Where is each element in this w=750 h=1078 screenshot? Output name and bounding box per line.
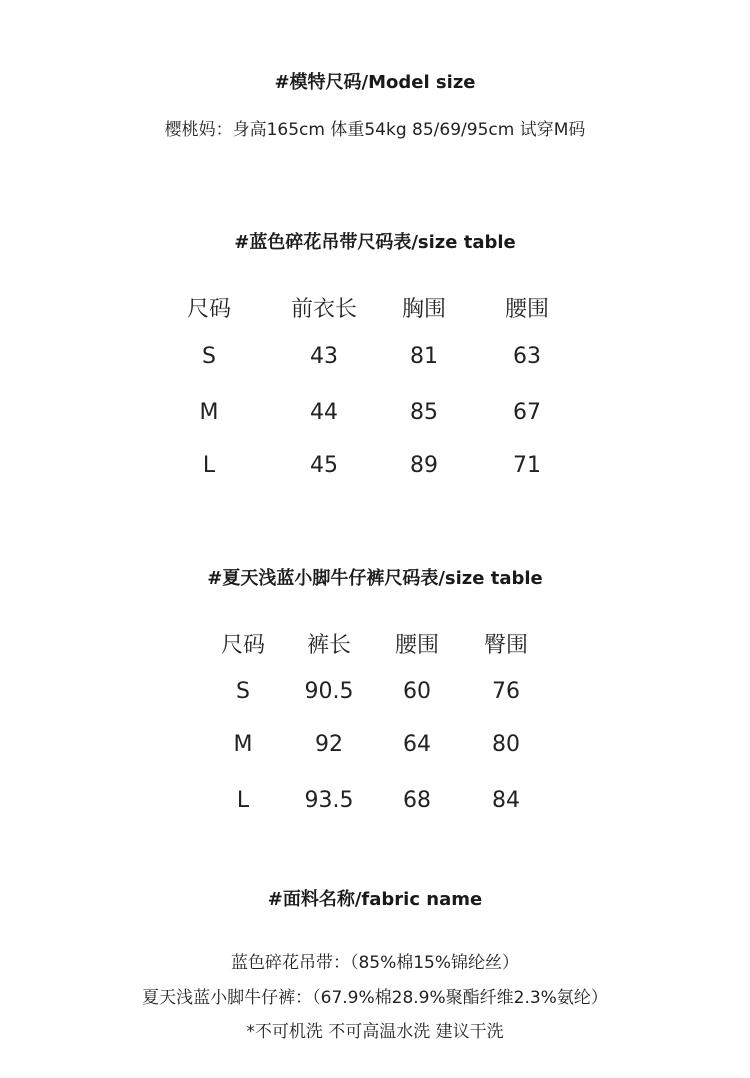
table1-cell: S — [202, 344, 216, 369]
table1-cell: 67 — [513, 400, 541, 425]
table1-cell: 89 — [410, 453, 438, 478]
table1-heading: #蓝色碎花吊带尺码表/size table — [234, 232, 516, 253]
table2-cell: 93.5 — [304, 788, 354, 813]
table2-cell: 76 — [492, 679, 520, 704]
table1-header-waist: 腰围 — [504, 297, 550, 322]
table2-header-length: 裤长 — [306, 633, 352, 658]
model-size-heading: #模特尺码/Model size — [274, 72, 476, 93]
table1-cell: L — [202, 453, 216, 478]
table1-cell: 85 — [410, 400, 438, 425]
table2-header-size: 尺码 — [220, 633, 266, 658]
table2-cell: S — [236, 679, 250, 704]
table2-header-waist: 腰围 — [394, 633, 440, 658]
table2-cell: L — [236, 788, 250, 813]
table1-cell: 43 — [310, 344, 338, 369]
table1-header-size: 尺码 — [186, 297, 232, 322]
table2-heading: #夏天浅蓝小脚牛仔裤尺码表/size table — [207, 568, 543, 589]
table1-cell: 81 — [410, 344, 438, 369]
table2-cell: 92 — [315, 732, 343, 757]
table2-cell: M — [233, 732, 253, 757]
table2-cell: 90.5 — [304, 679, 354, 704]
table2-cell: 60 — [403, 679, 431, 704]
table2-cell: 80 — [492, 732, 520, 757]
model-size-info: 樱桃妈：身高165cm 体重54kg 85/69/95cm 试穿M码 — [164, 120, 586, 140]
fabric-heading: #面料名称/fabric name — [267, 889, 483, 910]
table2-cell: 84 — [492, 788, 520, 813]
fabric-line-top: 蓝色碎花吊带：（85%棉15%锦纶丝） — [230, 953, 520, 973]
table1-cell: M — [199, 400, 219, 425]
table1-header-bust: 胸围 — [401, 297, 447, 322]
table1-header-length: 前衣长 — [290, 297, 358, 322]
fabric-line-jeans: 夏天浅蓝小脚牛仔裤：（67.9%棉28.9%聚酯纤维2.3%氨纶） — [142, 988, 608, 1008]
table1-cell: 63 — [513, 344, 541, 369]
table1-cell: 45 — [310, 453, 338, 478]
table1-cell: 71 — [513, 453, 541, 478]
table2-cell: 68 — [403, 788, 431, 813]
table1-cell: 44 — [310, 400, 338, 425]
care-instructions: *不可机洗 不可高温水洗 建议干洗 — [246, 1022, 504, 1042]
table2-header-hip: 臀围 — [483, 633, 529, 658]
table2-cell: 64 — [403, 732, 431, 757]
